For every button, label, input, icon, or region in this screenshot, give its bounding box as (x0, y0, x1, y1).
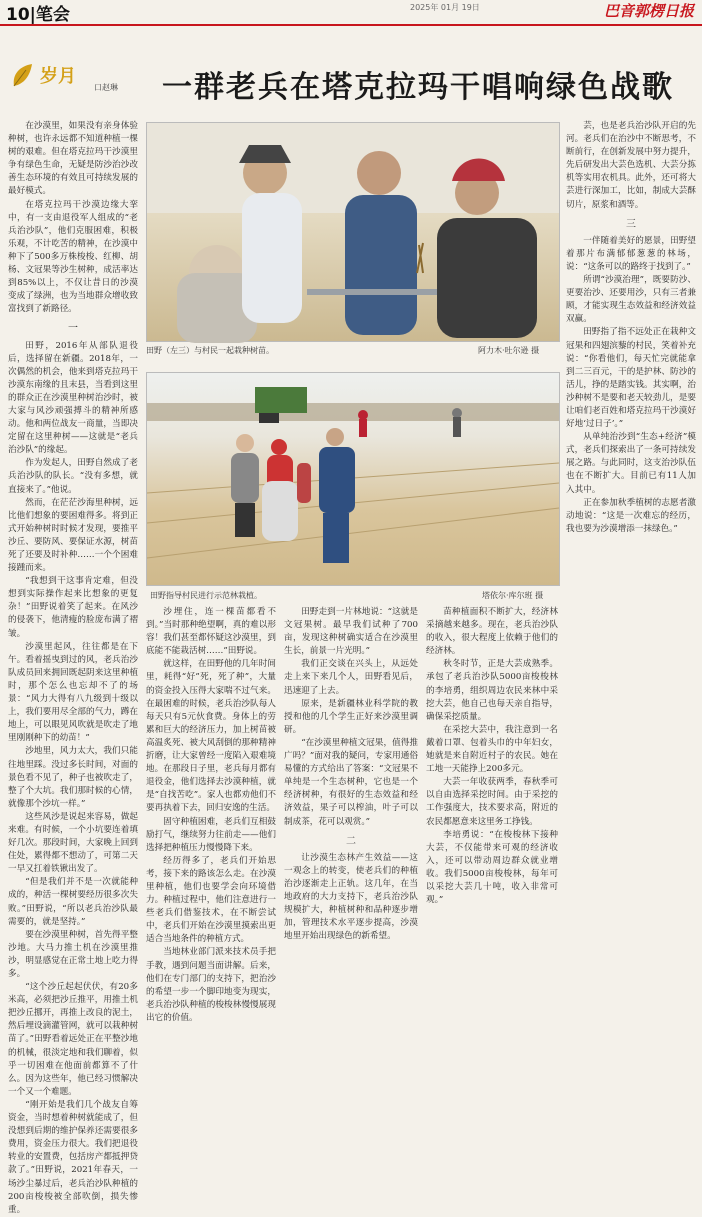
photo-caption: 田野指导村民进行示范林栽植。 (150, 591, 262, 600)
author-name: 口赵琳 (94, 83, 118, 92)
paragraph: 苗种植面积不断扩大，经济林采摘越来越多。现在，老兵治沙队的收入，很大程度上依赖于他们的经济林。 (426, 607, 558, 657)
photo-image (147, 123, 559, 341)
paragraph: 从单纯治沙到“生态+经济”模式，老兵们探索出了一条可持续发展之路。与此同时，这支治沙队伍也在不断扩大。目前已有11人加入其中。 (566, 432, 696, 495)
paragraph: 正在参加秋季植树的志愿者激动地说：“这是一次难忘的经历，我也要为沙漠增添一抹绿色。” (566, 497, 696, 534)
paragraph: “但是我们并不是一次就能种成的，种活一棵树要经历很多次失败。”田野说，“所以老兵治沙队最需要的，就是坚持。” (8, 877, 138, 927)
section-number: 三 (626, 218, 636, 230)
paragraph: 所谓“沙漠治理”，既要防沙、更要治沙、还要用沙，只有三者兼顾，才能实现生态效益和经济效益双赢。 (566, 275, 696, 325)
paragraph: 经历得多了，老兵们开始思考，接下来的路该怎么走。在沙漠里种植，他们也要学会向环境借力。种植过程中，他们注意进行一些老兵们借鉴技术，在不断尝试中，老兵们开始在沙漠里摸索出更适合当地条件的种植方式。 (146, 855, 276, 945)
page-header (0, 0, 702, 26)
article-column-1 (8, 120, 138, 1215)
paragraph: 原来，是新疆林业科学院的教授和他的几个学生正好来沙漠里调研。 (284, 698, 418, 735)
paragraph: 田野指了指不远处正在栽种文冠果和四翅滨藜的村民，笑着补充说：“你看他们，每天忙完就能拿到二三百元，干的是护林、防沙的活儿，挣的是踏实钱。其实啊，治沙种树不是要和老天较劲儿，是要让咱们老百姓和塔克拉玛干沙漠好好地‘过日子’。” (566, 327, 696, 430)
paragraph: 固守种植困难，老兵们互相鼓励打气，继续努力往前走——他们选择把种植压力慢慢降下来。 (146, 816, 276, 853)
section-number: 一 (68, 323, 78, 335)
paragraph: 田野走到一片林地说：“这就是文冠果树。最早我们试种了700亩，发现这种树确实适合在沙漠里生长，前景一片光明。” (284, 607, 418, 657)
paragraph: 就这样，在田野他的几年时间里，耗得“好”死，死了种”，大量的资金投入压得大家喘不过气来。在最困难的时候，老兵治沙队每人每天只有5元伙食费。身体上的劳累和巨大的经济压力，加上树苗被高温炙死、被大风刮倒的那种精神折磨，让大家曾经一度陷入艰难境地。在那段日子里，老兵每月都有退役金，他们选择去沙漠种植，就是“自找苦吃”。家人也都劝他们不要再执着下去，回归安逸的生活。 (146, 659, 276, 814)
column-logo-text: 岁月 (40, 66, 76, 87)
paragraph: “刚开始是我们几个战友自筹资金，当时想着种树就能成了，但没想到后期的维护保养还需要很多费用，资金压力很大。我们把退役转业的安置费，包括房产都抵押贷款了。”田野说，2021年春天，一场沙尘暴过后，老兵治沙队种植的200亩梭梭被全部吹倒，损失惨重。 (8, 1099, 138, 1215)
paragraph: 田野，2016年从部队退役后，选择留在新疆。2018年，一次偶然的机会，他来到塔克拉玛干沙漠东南缘的且末县，当看到这里的群众正在沙漠里种树治沙时，被大家与风沙顽强搏斗的精神所感动。他和两位战友一商量，当即决定留在这里种树——这就是“老兵治沙队”的缘起。 (8, 340, 138, 456)
paragraph: 我们正交谈在兴头上，从远处走上来下来几个人，田野看见后，迅速迎了上去。 (284, 659, 418, 696)
paragraph: “在沙漠里种植文冠果，值得推广吗？”面对我的疑问，专家用通俗易懂的方式给出了答案：“文冠果不单纯是一个生态树种，它也是一个经济树种，有很好的生态效益和经济效益，果子可以榨油，叶子可以制成茶，花可以观赏。” (284, 737, 418, 827)
paragraph: 这些风沙是说起来容易，做起来难。有时候，一个小坑要连着填好几次。那段时间，大家晚上回到住处，累得都不想动了，可第二天一早又扛着铁锹出发了。 (8, 811, 138, 875)
paragraph: 芸，也是老兵治沙队开启的先河。老兵们在治沙中不断思考，不断前行，在创新发展中努力提升，先后研发出大芸色选机、大芸分拣机等实用农机具。此外，还可将大芸进行深加工，比如，制成大芸酥切片，原浆和酒等。 (566, 121, 696, 210)
paragraph: 大芸一年收获两季，春秋季可以自由选择采挖时间。由于采挖的工作强度大，技术要求高，附近的农民都愿意来这里务工挣钱。 (426, 777, 558, 827)
photo-credit: 塔依尔·库尔班 摄 (482, 591, 544, 600)
paragraph: 作为发起人，田野自然成了老兵治沙队的队长。“没有多想，就直接来了。”他说。 (8, 458, 138, 495)
leaf-icon (6, 60, 36, 90)
paragraph: 在采挖大芸中，我注意到一名戴着口罩、包着头巾的中年妇女，她就是来自附近村子的农民。她在工地一天能挣上200多元。 (426, 724, 558, 775)
paragraph: 要在沙漠里种树，首先得平整沙地。大马力推土机在沙漠里推沙，明显感觉在正常土地上吃力得多。 (8, 929, 138, 979)
article-column-3 (146, 606, 276, 1023)
photo-demonstration-forest (146, 372, 560, 586)
photo-credit: 阿力木·吐尔逊 摄 (478, 346, 540, 355)
page-section-label: 10|笔会 (6, 5, 70, 25)
paragraph: 沙漠里起风，往往都是在下午。看着摇曳到过的风，老兵治沙队成员回来拥回既起阴来这里种植时，那个怎么也忘却不了的场景：“风力大得有八九级到十级以上，我们要用尽全部的气力，蹲在地上，可以眼见风吹就是吹走了地里刚刚种下的幼苗！” (8, 641, 138, 744)
paragraph: 在沙漠里，如果没有亲身体验种树，也许永远都不知道种植一棵树的艰难。但在塔克拉玛干沙漠里争有绿色生命，无疑是防沙治沙改善生态环境的有效且可持续发展的最好模式。 (8, 121, 138, 197)
paragraph: 然而，在茫茫沙海里种树，远比他们想象的要困难得多。将到正式开始种树时时候才发现，要推平沙丘、要防风、要保证水源，树苗死了还要及时补种……一个个困难接踵而来。 (8, 497, 138, 574)
column-logo (6, 60, 136, 96)
paragraph: 在塔克拉玛干沙漠边缘大挛中，有一支由退役军人组成的“老兵治沙队”，他们克服困难，积极乐观，不计吃苦的精神，在沙漠中种下了500多万株梭梭、红柳、胡杨、文冠果等沙生树种，成活率达到85%以上，不仅让昔日的沙漠变成了绿洲，也为当地群众增收致富找到了新路径。 (8, 199, 138, 315)
issue-date: 2025年 01月 19日 (410, 3, 480, 12)
paragraph: “我想到干这事肯定难，但没想到实际操作起来比想象的更复杂！”田野说着笑了起来。在风沙的侵袭下，他清瘦的脸庞布满了褶皱。 (8, 576, 138, 639)
photo-planting-trees (146, 122, 560, 342)
article-column-4 (284, 606, 418, 1018)
article-column-5 (426, 606, 558, 1018)
photo-image (147, 373, 559, 585)
paragraph: 秋冬时节，正是大芸成熟季。承包了老兵治沙队5000亩梭梭林的李培勇，组织周边农民来林中采挖大芸，他自己也每天亲自指导，确保采挖质量。 (426, 659, 558, 722)
newspaper-name: 巴音郭楞日报 (603, 2, 694, 20)
paragraph: 一伴随着美好的愿景，田野望着那片布满郁郁葱葱的林场，说：“这条可以的路终于找到了。” (566, 235, 696, 272)
paragraph: 李培勇说：“在梭梭林下接种大芸，不仅能带来可观的经济收入，还可以带动周边群众就业增收。我们5000亩梭梭林，每年可以采挖大芸几十吨，收入非常可观。” (426, 829, 558, 906)
paragraph: 沙埋住，连一棵苗都看不到。”当时那种绝望啊，真的难以形容！我们甚至都怀疑这沙漠里，到底能不能栽活树……”田野说。 (146, 607, 276, 657)
photo-caption: 田野（左三）与村民一起栽种树苗。 (146, 346, 274, 355)
paragraph: “这个沙丘起起伏伏，有20多米高，必须把沙丘推平，用推土机把沙丘挪开，再推上改良的泥土，然后埋设滴灌管网，就可以栽种树苗了。”田野看着远处正在平整沙地的机械，很淡定地和我们聊着，似乎一切困难在他面前都算不了什么。因为这些年，他已经习惯解决一个又一个难题。 (8, 982, 138, 1097)
article-column-6 (566, 120, 696, 1018)
article-title: 一群老兵在塔克拉玛干唱响绿色战歌 (162, 70, 674, 105)
paragraph: 让沙漠生态林产生效益——这一观念上的转变，使老兵们的种植治沙逐渐走上正轨。这几年，在当地政府的大力支持下，老兵治沙队规模扩大，种植树种和品种逐步增加，管理技术水平逐步提高，沙漠地里开始出现绿色的新希望。 (284, 852, 418, 942)
paragraph: 当地林业部门派来技术员手把手教，遇到问题当面讲解。后来，他们在专门部门的支持下，把治沙的希望一步一个脚印地变为现实，老兵治沙队种植的梭梭林慢慢展现出它的价值。 (146, 947, 276, 1023)
paragraph: 沙地里，风力太大，我们只能往地里踩。没过多长时间，对面的景色看不见了，种子也被吹走了，整了个大坑。我们那时候的心情，就像那个沙坑一样。” (8, 746, 138, 809)
section-number: 二 (346, 835, 356, 847)
